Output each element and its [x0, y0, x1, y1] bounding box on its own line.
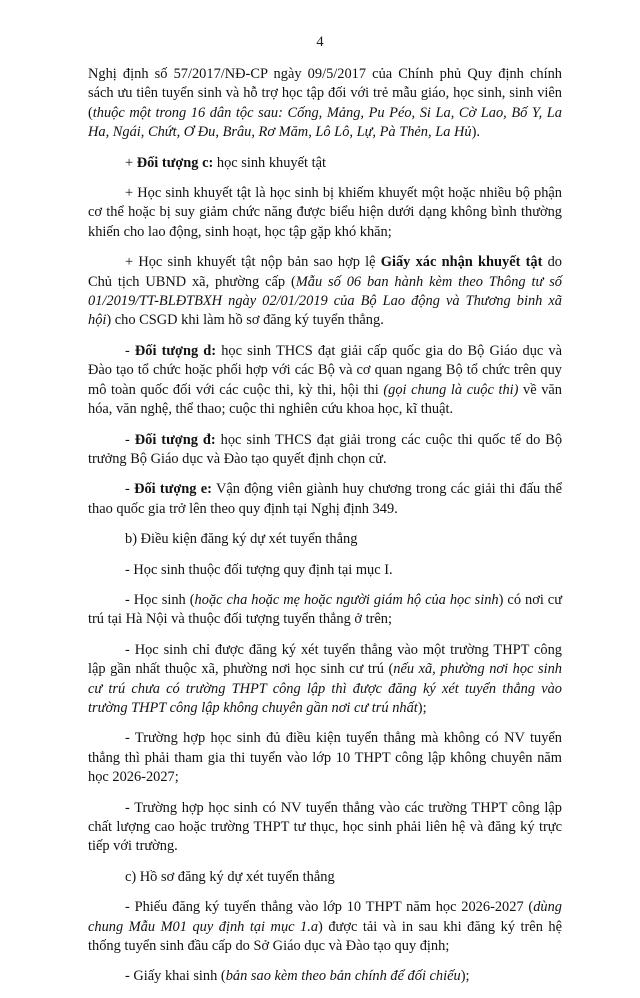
text-run: học sinh THCS đạt giải cấp quốc gia do Bộ Giáo dục và Đào tạo tổ chức hoặc phối hợp với các Bộ và cơ quan ngang Bộ tổ chức trên quy mô toàn quốc đối với các cuộc thi, kỳ thi, hội thi	[88, 342, 563, 398]
paragraph	[88, 431, 562, 470]
text-run: c) Hồ sơ đăng ký dự xét tuyển thẳng	[125, 868, 335, 885]
text-run: ) cho CSGD khi làm hồ sơ đăng ký tuyển thẳng.	[106, 312, 384, 329]
paragraph	[88, 641, 562, 719]
text-run: + Học sinh khuyết tật nộp bản sao hợp lệ	[125, 254, 381, 271]
italic-text: hoặc cha hoặc mẹ hoặc người giám hộ của học sinh	[194, 591, 499, 608]
text-run: - Học sinh thuộc đối tượng quy định tại mục I.	[125, 561, 393, 578]
text-run: học sinh THCS đạt giải trong các cuộc thi quốc tế do Bộ trưởng Bộ Giáo dục và Đào tạo quyết định chọn cử.	[88, 431, 563, 467]
page-number: 4	[316, 34, 324, 50]
text-run: ) được tải và in sau khi đăng ký trên hệ thống tuyển sinh đầu cấp do Sở Giáo dục và Đào tạo quy định;	[88, 918, 562, 955]
italic-text: thuộc một trong 16 dân tộc sau: Cống, Mảng, Pu Péo, Si La, Cờ Lao, Bố Y, La Ha, Ngái, Chứt, Ơ Đu, Brâu, Rơ Măm, Lô Lô, Lự, Pà Thẻn, La Hủ	[88, 104, 562, 141]
paragraph	[88, 591, 562, 630]
text-run: -	[125, 481, 135, 498]
paragraph	[88, 729, 562, 787]
paragraph	[88, 898, 562, 956]
text-run: - Phiếu đăng ký tuyển thẳng vào lớp 10 THPT năm học 2026-2027 (	[125, 899, 534, 916]
text-run: b) Điều kiện đăng ký dự xét tuyển thẳng	[125, 531, 358, 548]
text-run: - Trường hợp học sinh có NV tuyển thẳng vào các trường THPT công lập chất lượng cao hoặc trường THPT tư thục, học sinh phải liên hệ và đăng ký trực tiếp với trường.	[88, 799, 562, 855]
paragraph	[88, 561, 562, 580]
italic-text: (gọi chung là cuộc thi)	[383, 381, 519, 398]
paragraph	[88, 799, 562, 857]
paragraph	[88, 868, 562, 887]
text-run: +	[125, 154, 137, 171]
italic-text: Mẫu số 06 ban hành kèm theo Thông tư số 01/2019/TT-BLĐTBXH ngày 02/01/2019 của Bộ Lao động và Thương binh xã hội	[88, 273, 562, 329]
bold-text: Đối tượng e:	[134, 481, 212, 498]
paragraph	[88, 65, 562, 143]
text-run: + Học sinh khuyết tật là học sinh bị khiếm khuyết một hoặc nhiều bộ phận cơ thể hoặc bị suy giảm chức năng được biểu hiện dưới dạng không bình thường khiến cho lao động, sinh hoạt, học tập gặp khó khăn;	[88, 185, 562, 240]
paragraph	[88, 530, 562, 549]
text-run: Nghị định số 57/2017/NĐ-CP ngày 09/5/2017 của Chính phủ Quy định chính sách ưu tiên tuyển sinh và hỗ trợ học tập đối với trẻ mẫu giáo, học sinh, sinh viên (	[88, 66, 562, 121]
paragraph	[88, 967, 562, 986]
paragraph	[88, 480, 562, 519]
bold-text: Đối tượng d:	[134, 342, 217, 359]
italic-text: dùng chung Mẫu M01 quy định tại mục 1.a	[88, 899, 562, 935]
text-run: học sinh khuyết tật	[213, 154, 326, 171]
paragraph	[88, 154, 562, 173]
bold-text: Đối tượng c:	[136, 154, 214, 171]
document-body	[88, 65, 562, 998]
paragraph	[88, 342, 562, 420]
text-run: ) có nơi cư trú tại Hà Nội và thuộc đối tượng tuyển thẳng ở trên;	[88, 591, 562, 628]
text-run: );	[460, 968, 470, 985]
paragraph	[88, 184, 562, 242]
text-run: - Học sinh (	[125, 591, 195, 608]
text-run: -	[125, 342, 135, 359]
text-run: Vận động viên giành huy chương trong các giải thi đấu thể thao quốc gia trở lên theo quy định tại Nghị định 349.	[88, 481, 562, 517]
text-run: - Trường hợp học sinh đủ điều kiện tuyển thẳng mà không có NV tuyển thẳng thì phải tham gia thi tuyển vào lớp 10 THPT công lập không chuyên năm học 2026-2027;	[88, 730, 562, 786]
text-run: -	[125, 431, 135, 448]
italic-text: bản sao kèm theo bản chính để đối chiếu	[225, 968, 461, 985]
text-run: );	[417, 699, 427, 716]
text-run: do Chủ tịch UBND xã, phường cấp (	[88, 254, 562, 290]
italic-text: nếu xã, phường nơi học sinh cư trú chưa có trường THPT công lập thì được đăng ký xét tuyển thẳng vào trường THPT công lập không chuyên gần nơi cư trú nhất	[88, 661, 562, 716]
text-run: về văn hóa, văn nghệ, thể thao; cuộc thi nghiên cứu khoa học, kĩ thuật.	[88, 381, 562, 418]
bold-text: Giấy xác nhận khuyết tật	[380, 254, 543, 271]
text-run: - Học sinh chỉ được đăng ký xét tuyển thẳng vào một trường THPT công lập gần nhất thuộc xã, phường nơi học sinh cư trú (	[88, 641, 562, 678]
text-run: ).	[471, 124, 480, 141]
paragraph	[88, 253, 562, 331]
bold-text: Đối tượng đ:	[134, 431, 216, 448]
text-run: - Giấy khai sinh (	[125, 968, 226, 985]
